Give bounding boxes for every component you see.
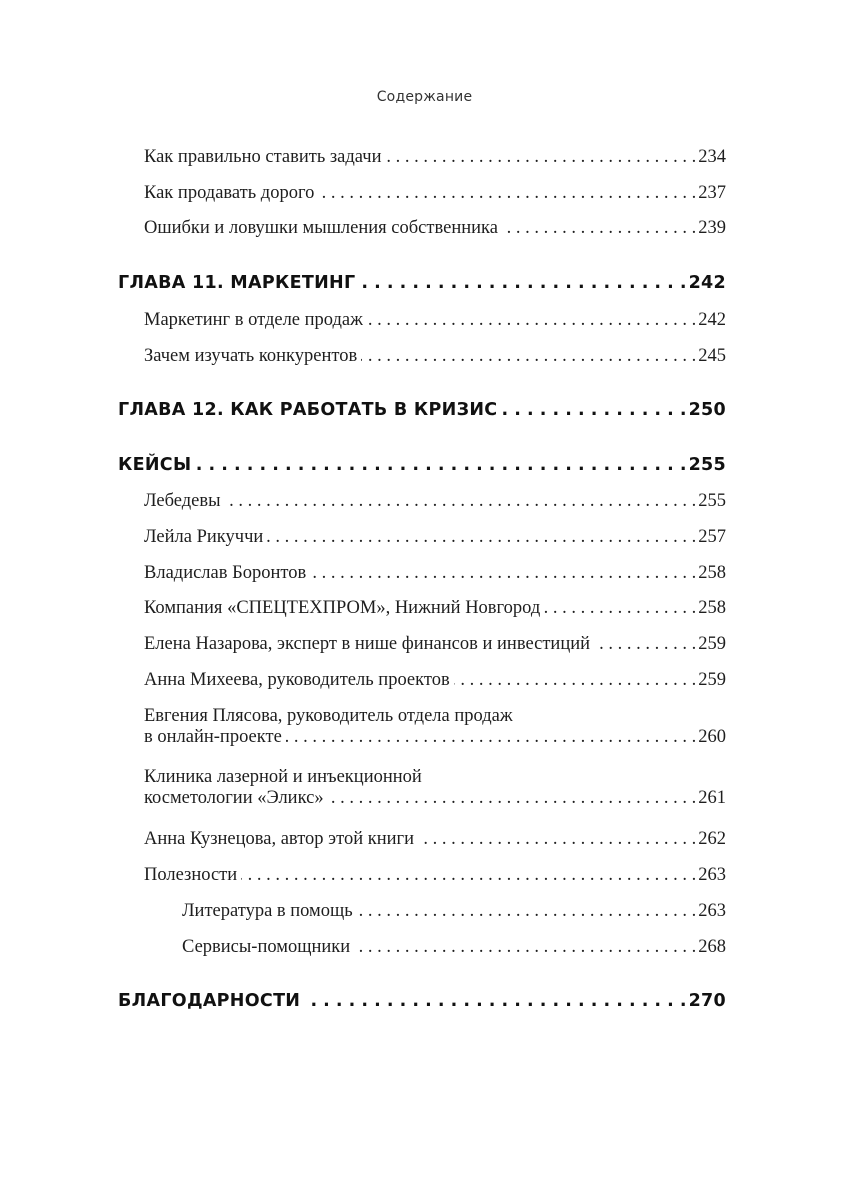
- entry-page: 261: [698, 788, 726, 808]
- entry-title: Лейла Рикуччи: [144, 527, 264, 547]
- toc-entry[interactable]: [144, 491, 726, 512]
- dot-leader: [502, 218, 696, 239]
- toc-entry[interactable]: [144, 310, 726, 331]
- entry-page: 262: [698, 829, 726, 849]
- dot-leader: [318, 183, 696, 204]
- entry-title: Лебедевы: [144, 491, 221, 511]
- dot-leader: [304, 991, 686, 1011]
- toc-entry[interactable]: [144, 598, 726, 619]
- toc-entry[interactable]: [144, 346, 726, 367]
- dot-leader: [357, 901, 697, 922]
- chapter-title: КЕЙСЫ: [118, 455, 192, 475]
- entry-title: Полезности: [144, 865, 238, 885]
- toc-entry[interactable]: [144, 670, 726, 691]
- dot-leader: [286, 727, 696, 748]
- dot-leader: [367, 310, 696, 331]
- entry-title-line2: в онлайн-проекте: [144, 727, 282, 747]
- dot-leader: [501, 400, 686, 420]
- entry-page: 268: [698, 937, 726, 957]
- toc-entry[interactable]: [144, 829, 726, 850]
- entry-title-line2: косметологии «Эликс»: [144, 788, 324, 808]
- entry-title: Компания «СПЕЦТЕХПРОМ», Нижний Новгород: [144, 598, 541, 618]
- toc-entry[interactable]: [144, 634, 726, 655]
- toc-chapter[interactable]: [118, 273, 726, 293]
- entry-title: Анна Кузнецова, автор этой книги: [144, 829, 415, 849]
- dot-leader: [225, 491, 697, 512]
- toc-entry[interactable]: [144, 218, 726, 239]
- entry-title: Зачем изучать конкурентов: [144, 346, 358, 366]
- dot-leader: [267, 527, 696, 548]
- entry-page: 258: [698, 563, 726, 583]
- toc-entry-multiline[interactable]: [144, 706, 726, 748]
- entry-page: 237: [698, 183, 726, 203]
- entry-title: Как продавать дорого: [144, 183, 315, 203]
- dot-leader: [310, 563, 696, 584]
- toc-entry[interactable]: [144, 865, 726, 886]
- entry-page: 263: [698, 865, 726, 885]
- dot-leader: [241, 865, 696, 886]
- entry-title: Ошибки и ловушки мышления собственника: [144, 218, 498, 238]
- toc-subentry[interactable]: [182, 937, 726, 958]
- chapter-title: ГЛАВА 12. КАК РАБОТАТЬ В КРИЗИС: [118, 400, 498, 420]
- toc-entry[interactable]: [144, 147, 726, 168]
- entry-page: 260: [698, 727, 726, 747]
- entry-page: 258: [698, 598, 726, 618]
- entry-title: Анна Михеева, руководитель проектов: [144, 670, 450, 690]
- entry-page: 257: [698, 527, 726, 547]
- dot-leader: [385, 147, 696, 168]
- dot-leader: [361, 346, 696, 367]
- toc-subentry[interactable]: [182, 901, 726, 922]
- entry-title-line1: Евгения Плясова, руководитель отдела продаж: [144, 706, 513, 726]
- toc-entry[interactable]: [144, 183, 726, 204]
- toc-chapter[interactable]: [118, 400, 726, 420]
- dot-leader: [594, 634, 696, 655]
- entry-title: Как правильно ставить задачи: [144, 147, 382, 167]
- entry-title-line1: Клиника лазерной и инъекционной: [144, 767, 422, 787]
- entry-page: 259: [698, 670, 726, 690]
- dot-leader: [195, 455, 686, 475]
- toc-chapter[interactable]: [118, 991, 726, 1011]
- chapter-page: 250: [688, 400, 726, 420]
- toc-chapter[interactable]: [118, 455, 726, 475]
- toc-entry[interactable]: [144, 563, 726, 584]
- dot-leader: [544, 598, 696, 619]
- chapter-page: 270: [688, 991, 726, 1011]
- entry-title: Маркетинг в отделе продаж: [144, 310, 363, 330]
- entry-page: 239: [698, 218, 726, 238]
- toc-entry[interactable]: [144, 527, 726, 548]
- dot-leader: [418, 829, 696, 850]
- chapter-page: 242: [688, 273, 726, 293]
- entry-title: Литература в помощь: [182, 901, 353, 921]
- entry-title: Владислав Боронтов: [144, 563, 307, 583]
- entry-page: 255: [698, 491, 726, 511]
- dot-leader: [454, 670, 697, 691]
- dot-leader: [354, 937, 696, 958]
- entry-title: Елена Назарова, эксперт в нише финансов и инвестиций: [144, 634, 591, 654]
- entry-title: Сервисы-помощники: [182, 937, 351, 957]
- chapter-title: ГЛАВА 11. МАРКЕТИНГ: [118, 273, 356, 293]
- running-head: Содержание: [376, 89, 473, 105]
- entry-page: 234: [698, 147, 726, 167]
- entry-page: 242: [698, 310, 726, 330]
- entry-page: 245: [698, 346, 726, 366]
- entry-page: 259: [698, 634, 726, 654]
- dot-leader: [328, 788, 697, 809]
- chapter-page: 255: [688, 455, 726, 475]
- dot-leader: [359, 273, 686, 293]
- chapter-title: БЛАГОДАРНОСТИ: [118, 991, 301, 1011]
- entry-page: 263: [698, 901, 726, 921]
- toc-entry-multiline[interactable]: [144, 767, 726, 809]
